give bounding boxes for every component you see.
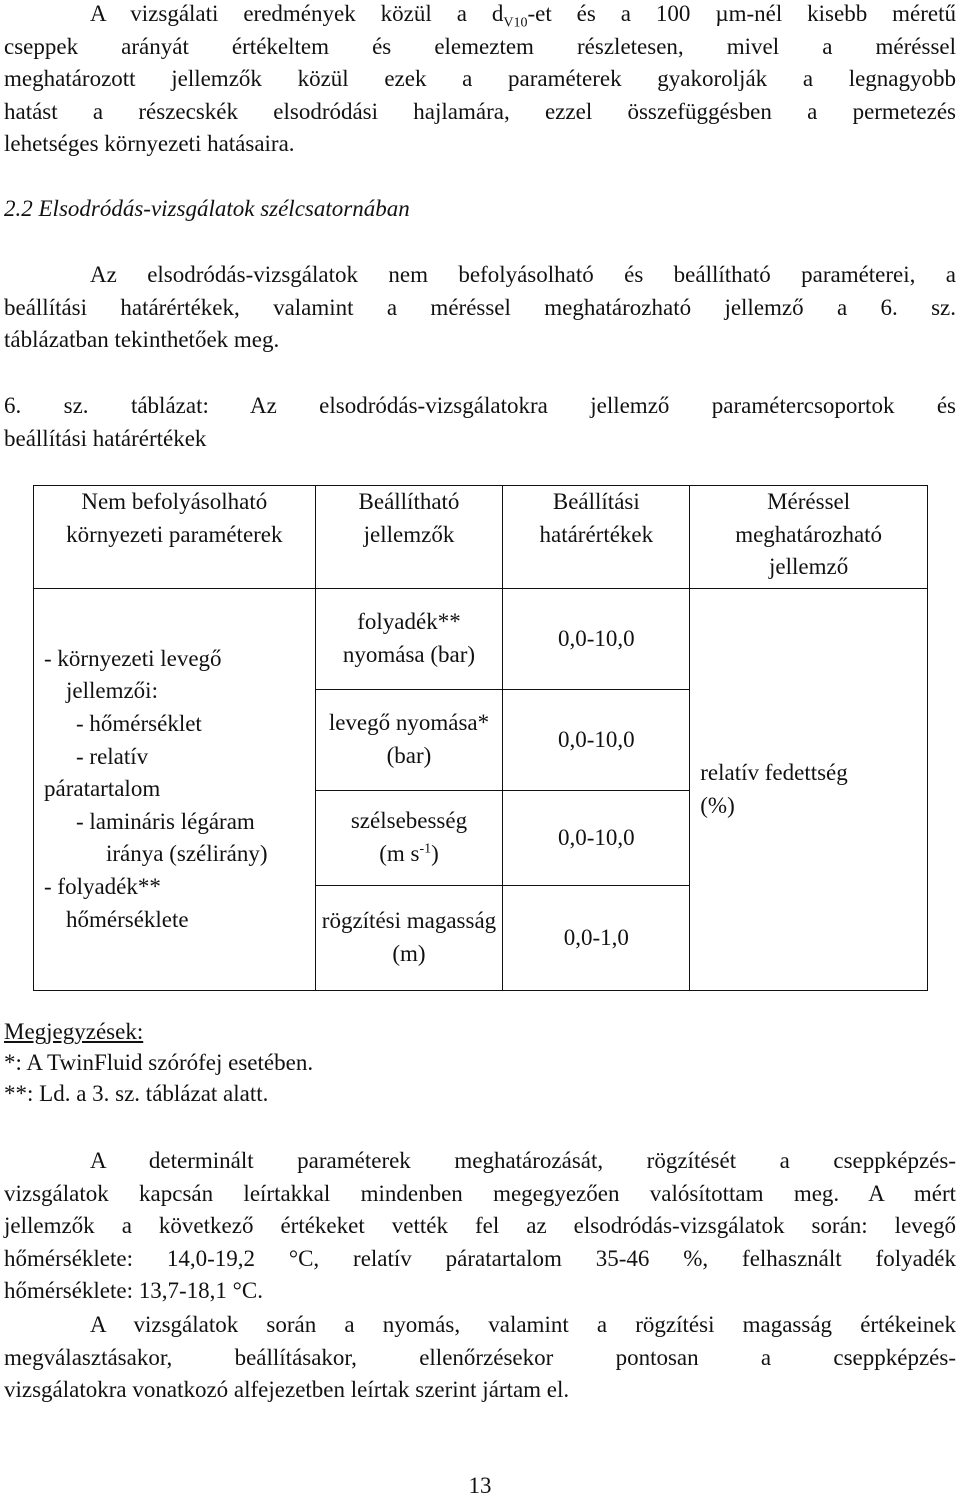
para1-line: jellemzők a következő értékeket vették fel az elsodródás-vizsgálatok során: levegő	[4, 1213, 956, 1239]
env-item: páratartalom	[44, 776, 161, 802]
section-paragraph	[4, 259, 956, 357]
measured-cell	[690, 589, 928, 991]
notes-title: Megjegyzések:	[4, 1019, 144, 1044]
note-item: *: A TwinFluid szórófej esetében.	[4, 1050, 314, 1075]
page-number: 13	[468, 1473, 492, 1498]
env-item: - folyadék**	[44, 873, 161, 899]
para1-line: A determinált paraméterek meghatározását, rögzítését a cseppképzés-	[90, 1148, 956, 1173]
unit-post: )	[431, 841, 439, 866]
parameter-table	[33, 485, 928, 991]
para1-line: hőmérséklete: 14,0-19,2 °C, relatív páratartalom 35-46 %, felhasznált folyadék	[4, 1245, 956, 1271]
caption-line-2: beállítási határértékek	[4, 425, 207, 451]
section-line-3: táblázatban tekinthetőek meg.	[4, 327, 280, 353]
measured-unit: (%)	[700, 792, 735, 818]
note-item: **: Ld. a 3. sz. táblázat alatt.	[4, 1081, 269, 1106]
para2-line: A vizsgálatok során a nyomás, valamint a rögzítési magasság értékeinek	[90, 1312, 956, 1337]
header-measured: Méréssel meghatározható jellemző	[690, 486, 928, 589]
intro-line-1a: A vizsgálati eredmények közül a d	[90, 1, 504, 26]
header-settable: Beállítható jellemzők	[315, 486, 503, 589]
dv10-subscript: V10	[503, 15, 528, 31]
param-windspeed: szélsebesség	[350, 808, 468, 834]
param-cell	[315, 791, 503, 886]
section-line-1: Az elsodródás-vizsgálatok nem befolyásolható és beállítható paraméterei, a	[90, 262, 956, 287]
limit-cell: 0,0-1,0	[503, 886, 690, 991]
env-item: hőmérséklete	[66, 906, 189, 932]
method-paragraph	[4, 1309, 956, 1407]
limit-cell: 0,0-10,0	[503, 690, 690, 791]
caption-line-1: 6. sz. táblázat: Az elsodródás-vizsgálatokra jellemző paramétercsoportok és	[4, 393, 956, 418]
results-paragraph	[4, 1145, 956, 1308]
table-header-row	[34, 486, 928, 589]
table-caption	[4, 390, 956, 455]
limit-cell: 0,0-10,0	[503, 791, 690, 886]
para2-line: megválasztásakor, beállításakor, ellenőrzésekor pontosan a cseppképzés-	[4, 1344, 956, 1370]
env-params-cell	[34, 589, 316, 991]
env-item: - hőmérséklet	[76, 711, 202, 737]
param-cell: rögzítési magasság (m)	[315, 886, 503, 991]
table-notes	[4, 1016, 313, 1109]
intro-line-4: hatást a részecskék elsodródási hajlamára, ezzel összefüggésben a permetezés	[4, 98, 956, 124]
table-row	[34, 589, 928, 690]
intro-line-5: lehetséges környezeti hatásaira.	[4, 131, 295, 157]
env-item: - lamináris légáram	[76, 808, 255, 834]
env-item: - környezeti levegő	[44, 645, 222, 671]
param-cell: folyadék** nyomása (bar)	[315, 589, 503, 690]
env-item: - relatív	[76, 743, 149, 769]
unit-pre: (m s	[379, 841, 420, 866]
section-line-2: beállítási határértékek, valamint a méréssel meghatározható jellemző a 6. sz.	[4, 294, 956, 320]
env-item: jellemzői:	[66, 678, 158, 704]
unit-sup: -1	[419, 841, 432, 857]
param-windspeed-unit	[322, 838, 497, 871]
para2-line: vizsgálatokra vonatkozó alfejezetben leírtak szerint jártam el.	[4, 1377, 570, 1403]
intro-line-1b: -et és a 100 µm-nél kisebb méretű	[527, 1, 956, 26]
para1-line: hőmérséklete: 13,7-18,1 °C.	[4, 1278, 263, 1304]
intro-line-1	[4, 0, 956, 31]
param-cell: levegő nyomása* (bar)	[315, 690, 503, 791]
intro-line-3: meghatározott jellemzők közül ezek a paraméterek gyakorolják a legnagyobb	[4, 66, 956, 92]
measured-label: relatív fedettség	[700, 759, 848, 785]
section-heading: 2.2 Elsodródás-vizsgálatok szélcsatornában	[4, 196, 410, 221]
intro-line-2: cseppek arányát értékeltem és elemeztem részletesen, mivel a méréssel	[4, 33, 956, 59]
header-env-params: Nem befolyásolható környezeti paraméterek	[34, 486, 316, 589]
limit-cell: 0,0-10,0	[503, 589, 690, 690]
para1-line: vizsgálatok kapcsán leírtakkal mindenben megegyezően valósítottam meg. A mért	[4, 1180, 956, 1206]
env-item: iránya (szélirány)	[106, 841, 268, 867]
intro-paragraph	[4, 0, 956, 161]
header-limits: Beállítási határértékek	[503, 486, 690, 589]
